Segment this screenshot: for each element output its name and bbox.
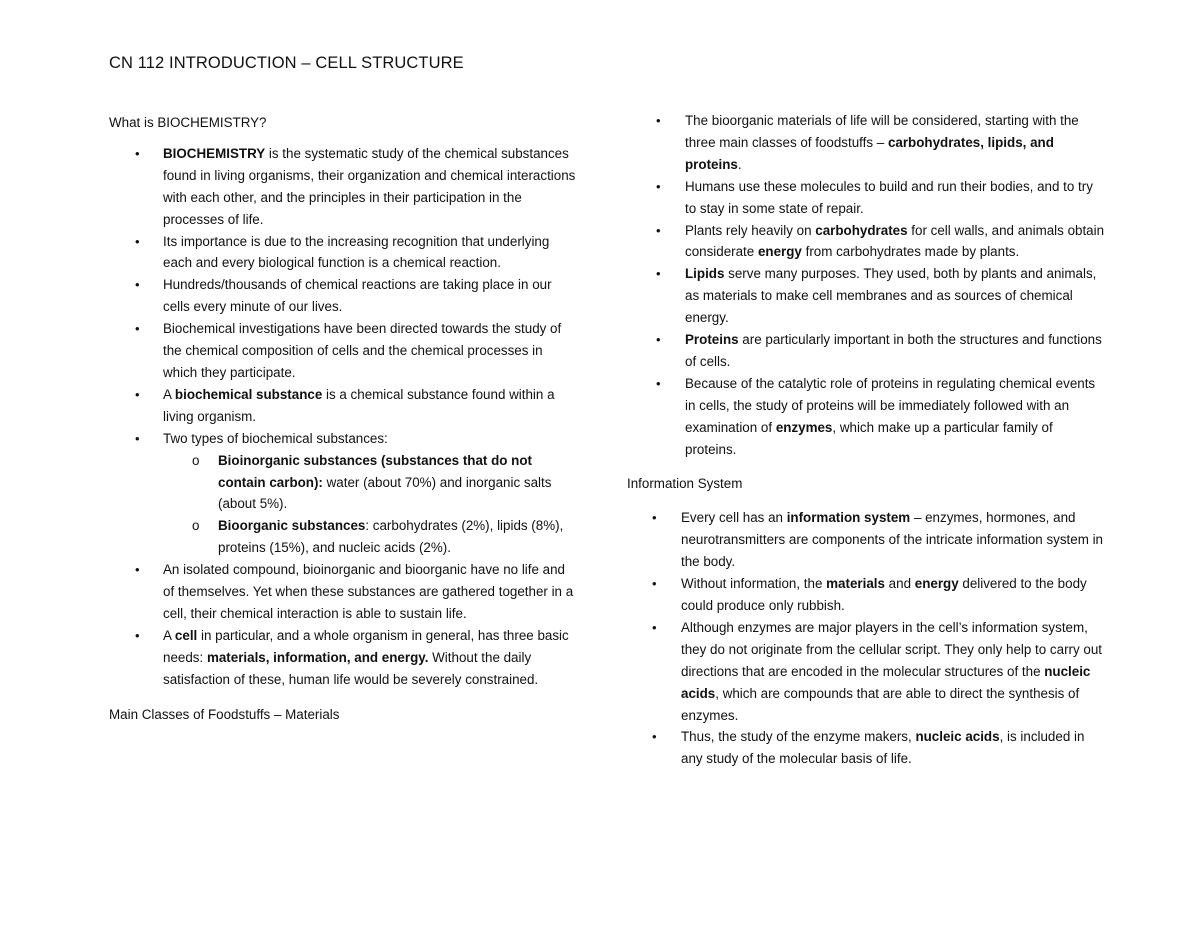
item-text: A <box>163 627 175 643</box>
bullet-list <box>627 110 1107 461</box>
item-text: Biochemical investigations have been directed towards the study of the chemical composition of cells and the chemical processes in which they participate. <box>163 321 562 380</box>
bullet-icon: • <box>135 321 140 337</box>
bullet-icon: • <box>656 113 661 128</box>
bold-term: information system <box>786 510 911 526</box>
item-text: in particular, and a whole organism in general, has three basic needs: <box>163 627 569 665</box>
bold-term: carbohydrates, lipids, and proteins <box>685 134 1054 172</box>
list-item <box>109 318 579 384</box>
list-item <box>627 573 1107 617</box>
bullet-list <box>627 507 1107 770</box>
bold-term: cell <box>174 627 198 643</box>
item-text: and <box>884 576 915 592</box>
bullet-list <box>109 143 579 691</box>
item-text: Without information, the <box>681 576 827 592</box>
item-text: . <box>737 156 742 172</box>
item-text: is a chemical substance found within a living organism. <box>163 386 555 424</box>
list-item <box>627 110 1107 176</box>
list-item <box>627 507 1107 573</box>
bullet-icon: • <box>135 627 140 643</box>
item-text: : carbohydrates (2%), lipids (8%), proteins (15%), and nucleic acids (2%). <box>218 518 564 556</box>
item-text: Because of the catalytic role of proteins in regulating chemical events in cells, the study of proteins will be immediately followed with an examination of <box>685 375 1096 435</box>
bold-term: Bioorganic substances <box>218 518 366 534</box>
document-title: CN 112 INTRODUCTION – CELL STRUCTURE <box>109 54 464 72</box>
list-item <box>627 220 1107 264</box>
item-text: , is included in any study of the molecular basis of life. <box>681 729 1085 767</box>
sub-list-item <box>163 515 579 559</box>
list-item <box>627 176 1107 220</box>
bullet-icon: • <box>135 145 140 161</box>
bullet-icon: • <box>656 375 661 391</box>
item-text: Thus, the study of the enzyme makers, <box>681 729 916 745</box>
left-column <box>109 112 579 725</box>
item-text: Every cell has an <box>681 510 787 526</box>
item-text: Two types of biochemical substances: <box>163 430 388 446</box>
bold-term: Bioinorganic substances (substances that do not contain carbon): <box>218 452 532 490</box>
bullet-icon: • <box>652 576 657 592</box>
sub-list-item <box>163 450 579 516</box>
bold-term: carbohydrates <box>815 222 908 238</box>
list-item <box>109 231 579 275</box>
bullet-icon: • <box>652 729 657 745</box>
list-item <box>627 263 1107 329</box>
item-text: A <box>163 386 175 402</box>
bold-term: nucleic acids <box>915 729 1000 745</box>
bullet-icon: • <box>135 430 140 446</box>
section-heading-information-system: Information System <box>627 475 743 491</box>
item-text: The bioorganic materials of life will be considered, starting with the three main classes of foodstuffs – <box>685 113 1079 150</box>
bold-term: nucleic acids <box>681 663 1091 701</box>
list-item <box>627 373 1107 461</box>
bullet-icon: • <box>656 178 661 194</box>
right-column <box>627 110 1107 770</box>
item-text: An isolated compound, bioinorganic and bioorganic have no life and of themselves. Yet when these substances are gathered together in a cell, their chemical interaction is able to sustain life. <box>163 562 574 621</box>
item-text: delivered to the body could produce only rubbish. <box>681 576 1087 614</box>
bullet-icon: • <box>656 266 661 282</box>
bullet-icon: • <box>135 277 140 293</box>
bold-term: biochemical substance <box>174 386 323 402</box>
bullet-icon: • <box>656 332 661 348</box>
bold-term: materials, information, and energy. <box>206 649 429 665</box>
item-text: – enzymes, hormones, and neurotransmitters are components of the intricate information system in the body. <box>681 510 1103 570</box>
bullet-icon: • <box>652 619 657 635</box>
bold-term: Lipids <box>685 266 725 282</box>
list-item <box>109 274 579 318</box>
bold-term: Proteins <box>685 332 739 348</box>
bold-term: materials <box>826 576 885 592</box>
item-text: Humans use these molecules to build and run their bodies, and to try to stay in some state of repair. <box>685 178 1093 216</box>
bold-term: enzymes <box>775 419 833 435</box>
section-heading-biochemistry: What is BIOCHEMISTRY? <box>109 115 267 130</box>
item-text: Plants rely heavily on <box>685 222 816 238</box>
bold-term: BIOCHEMISTRY <box>163 145 266 161</box>
item-text: Without the daily satisfaction of these, human life would be severely constrained. <box>163 649 539 687</box>
item-text: serve many purposes. They used, both by plants and animals, as materials to make cell membranes and as sources of chemical energy. <box>685 266 1097 326</box>
item-text: Hundreds/thousands of chemical reactions are taking place in our cells every minute of our lives. <box>163 277 552 315</box>
circle-bullet-icon: o <box>192 452 200 468</box>
list-item <box>109 384 579 428</box>
list-item <box>627 617 1107 727</box>
list-item <box>627 329 1107 373</box>
item-text: Its importance is due to the increasing recognition that underlying each and every biological function is a chemical reaction. <box>163 233 550 271</box>
item-text: , which make up a particular family of proteins. <box>685 419 1053 457</box>
list-item <box>627 726 1107 770</box>
item-text: , which are compounds that are able to direct the synthesis of enzymes. <box>681 685 1080 723</box>
list-item <box>109 625 579 691</box>
item-text: is the systematic study of the chemical substances found in living organisms, their organization and chemical interactions with each other, and the principles in their participation in the processes of life. <box>163 145 576 227</box>
circle-bullet-icon: o <box>192 518 200 534</box>
bold-term: energy <box>914 576 959 592</box>
list-item <box>109 143 579 231</box>
bullet-icon: • <box>135 562 140 578</box>
sub-list <box>163 450 579 560</box>
item-text: Although enzymes are major players in the cell’s information system, they do not originate from the cellular script. They only help to carry out directions that are encoded in the molecular structures of the <box>681 619 1103 679</box>
item-text: water (about 70%) and inorganic salts (about 5%). <box>218 474 552 512</box>
list-item <box>109 559 579 625</box>
bold-term: energy <box>757 244 802 260</box>
bullet-icon: • <box>135 233 140 249</box>
bullet-icon: • <box>652 510 657 526</box>
item-text: are particularly important in both the structures and functions of cells. <box>685 332 1102 369</box>
section-heading-foodstuffs: Main Classes of Foodstuffs – Materials <box>109 706 340 722</box>
item-text: for cell walls, and animals obtain considerate <box>685 222 1105 260</box>
bullet-icon: • <box>656 222 661 238</box>
bullet-icon: • <box>135 386 140 402</box>
item-text: from carbohydrates made by plants. <box>801 244 1020 260</box>
list-item <box>109 428 579 559</box>
